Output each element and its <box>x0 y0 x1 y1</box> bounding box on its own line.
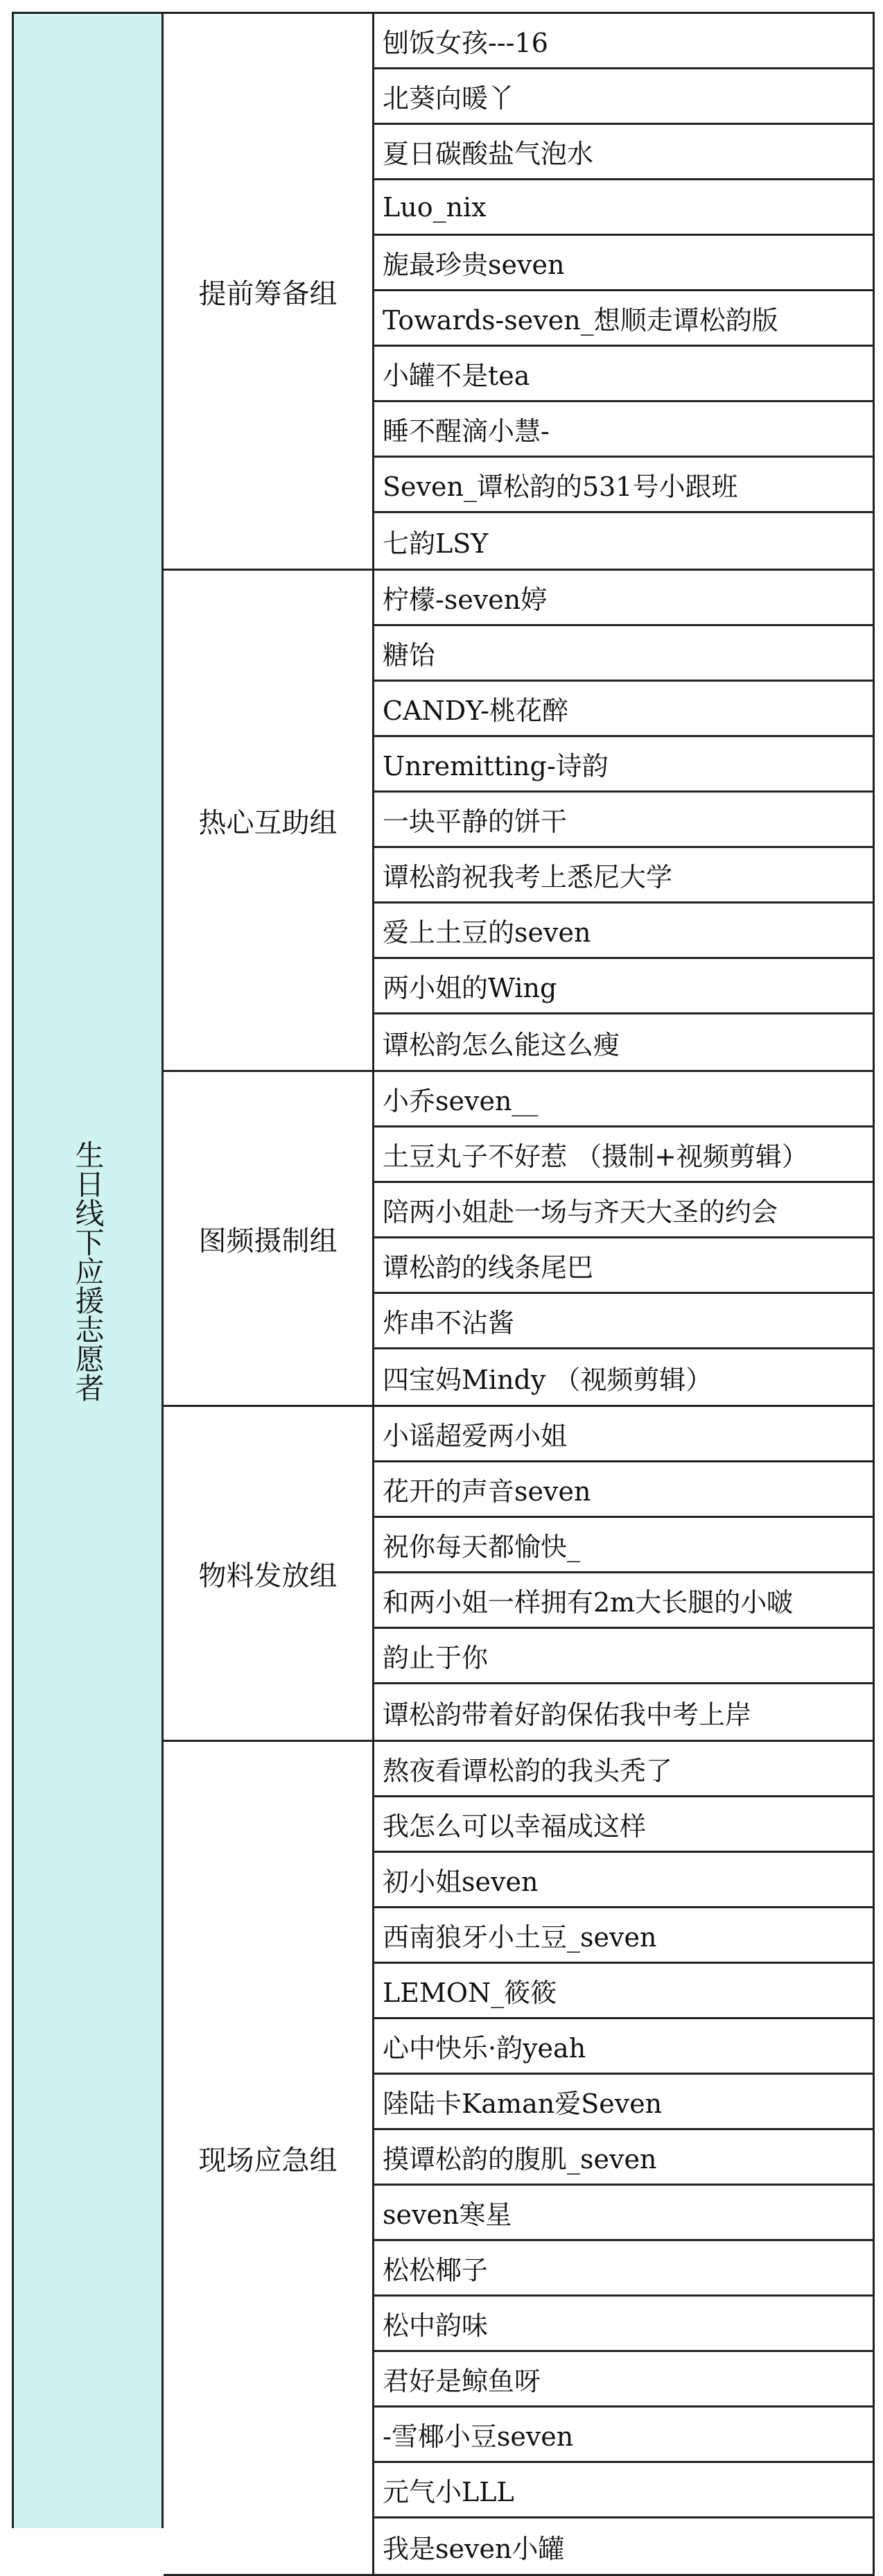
member-cell: 祝你每天都愉快_ <box>374 1518 875 1573</box>
member-cell: LEMON_筱筱 <box>374 1964 875 2019</box>
member-cell: 君好是鲸鱼呀 <box>374 2352 875 2408</box>
member-list <box>374 1407 875 1740</box>
groups-column <box>164 14 875 2576</box>
member-cell: 一块平静的饼干 <box>374 793 875 848</box>
member-cell: 糖饴 <box>374 626 875 682</box>
member-cell: 两小姐的Wing <box>374 959 875 1014</box>
member-cell: Luo_nix <box>374 180 875 236</box>
member-cell: 北葵向暖丫 <box>374 69 875 125</box>
volunteer-table <box>12 12 875 2564</box>
group-label: 热心互助组 <box>164 571 374 1070</box>
member-list <box>374 14 875 569</box>
table-title: 生日线下应援志愿者 <box>71 1140 105 1402</box>
group-label: 图频摄制组 <box>164 1072 374 1405</box>
group-row <box>164 1742 875 2576</box>
group-row <box>164 1072 875 1407</box>
member-cell: 谭松韵怎么能这么瘦 <box>374 1014 875 1070</box>
group-label: 提前筹备组 <box>164 14 374 569</box>
member-cell: 西南狼牙小土豆_seven <box>374 1908 875 1964</box>
member-cell: Unremitting-诗韵 <box>374 737 875 793</box>
member-list <box>374 1072 875 1405</box>
member-cell: 柠檬-seven婷 <box>374 571 875 626</box>
group-row <box>164 1407 875 1742</box>
member-cell: 松松椰子 <box>374 2241 875 2297</box>
member-cell: 我是seven小罐 <box>374 2518 875 2574</box>
member-cell: 韵止于你 <box>374 1629 875 1684</box>
member-cell: seven寒星 <box>374 2186 875 2241</box>
member-cell: 陸陆卡Kaman爱Seven <box>374 2075 875 2130</box>
group-row <box>164 14 875 571</box>
member-cell: 四宝妈Mindy （视频剪辑） <box>374 1349 875 1405</box>
member-cell: 夏日碳酸盐气泡水 <box>374 125 875 180</box>
member-cell: 谭松韵祝我考上悉尼大学 <box>374 848 875 904</box>
member-cell: 花开的声音seven <box>374 1462 875 1518</box>
group-row <box>164 571 875 1072</box>
member-cell: 摸谭松韵的腹肌_seven <box>374 2130 875 2186</box>
member-cell: 谭松韵的线条尾巴 <box>374 1238 875 1294</box>
member-cell: 初小姐seven <box>374 1853 875 1908</box>
member-cell: 和两小姐一样拥有2m大长腿的小啵 <box>374 1573 875 1629</box>
group-label: 现场应急组 <box>164 1742 374 2574</box>
title-cell <box>14 14 164 2528</box>
member-cell: 刨饭女孩---16 <box>374 14 875 69</box>
member-cell: Towards-seven_想顺走谭松韵版 <box>374 291 875 347</box>
member-cell: 陪两小姐赴一场与齐天大圣的约会 <box>374 1183 875 1238</box>
group-label: 物料发放组 <box>164 1407 374 1740</box>
member-cell: -雪椰小豆seven <box>374 2408 875 2463</box>
member-cell: 小罐不是tea <box>374 347 875 402</box>
member-cell: 谭松韵带着好韵保佑我中考上岸 <box>374 1684 875 1740</box>
member-cell: CANDY-桃花醉 <box>374 682 875 737</box>
member-cell: 熬夜看谭松韵的我头秃了 <box>374 1742 875 1797</box>
member-cell: 元气小LLL <box>374 2463 875 2518</box>
member-cell: 睡不醒滴小慧- <box>374 402 875 458</box>
member-cell: Seven_谭松韵的531号小跟班 <box>374 458 875 513</box>
member-cell: 七韵LSY <box>374 513 875 569</box>
member-cell: 炸串不沾酱 <box>374 1294 875 1349</box>
member-list <box>374 571 875 1070</box>
member-cell: 我怎么可以幸福成这样 <box>374 1797 875 1853</box>
member-cell: 松中韵味 <box>374 2297 875 2352</box>
member-cell: 心中快乐·韵yeah <box>374 2019 875 2075</box>
member-cell: 土豆丸子不好惹 （摄制+视频剪辑） <box>374 1127 875 1183</box>
member-list <box>374 1742 875 2574</box>
member-cell: 爱上土豆的seven <box>374 904 875 959</box>
member-cell: 小乔seven__ <box>374 1072 875 1127</box>
member-cell: 旎最珍贵seven <box>374 236 875 291</box>
member-cell: 小谣超爱两小姐 <box>374 1407 875 1462</box>
